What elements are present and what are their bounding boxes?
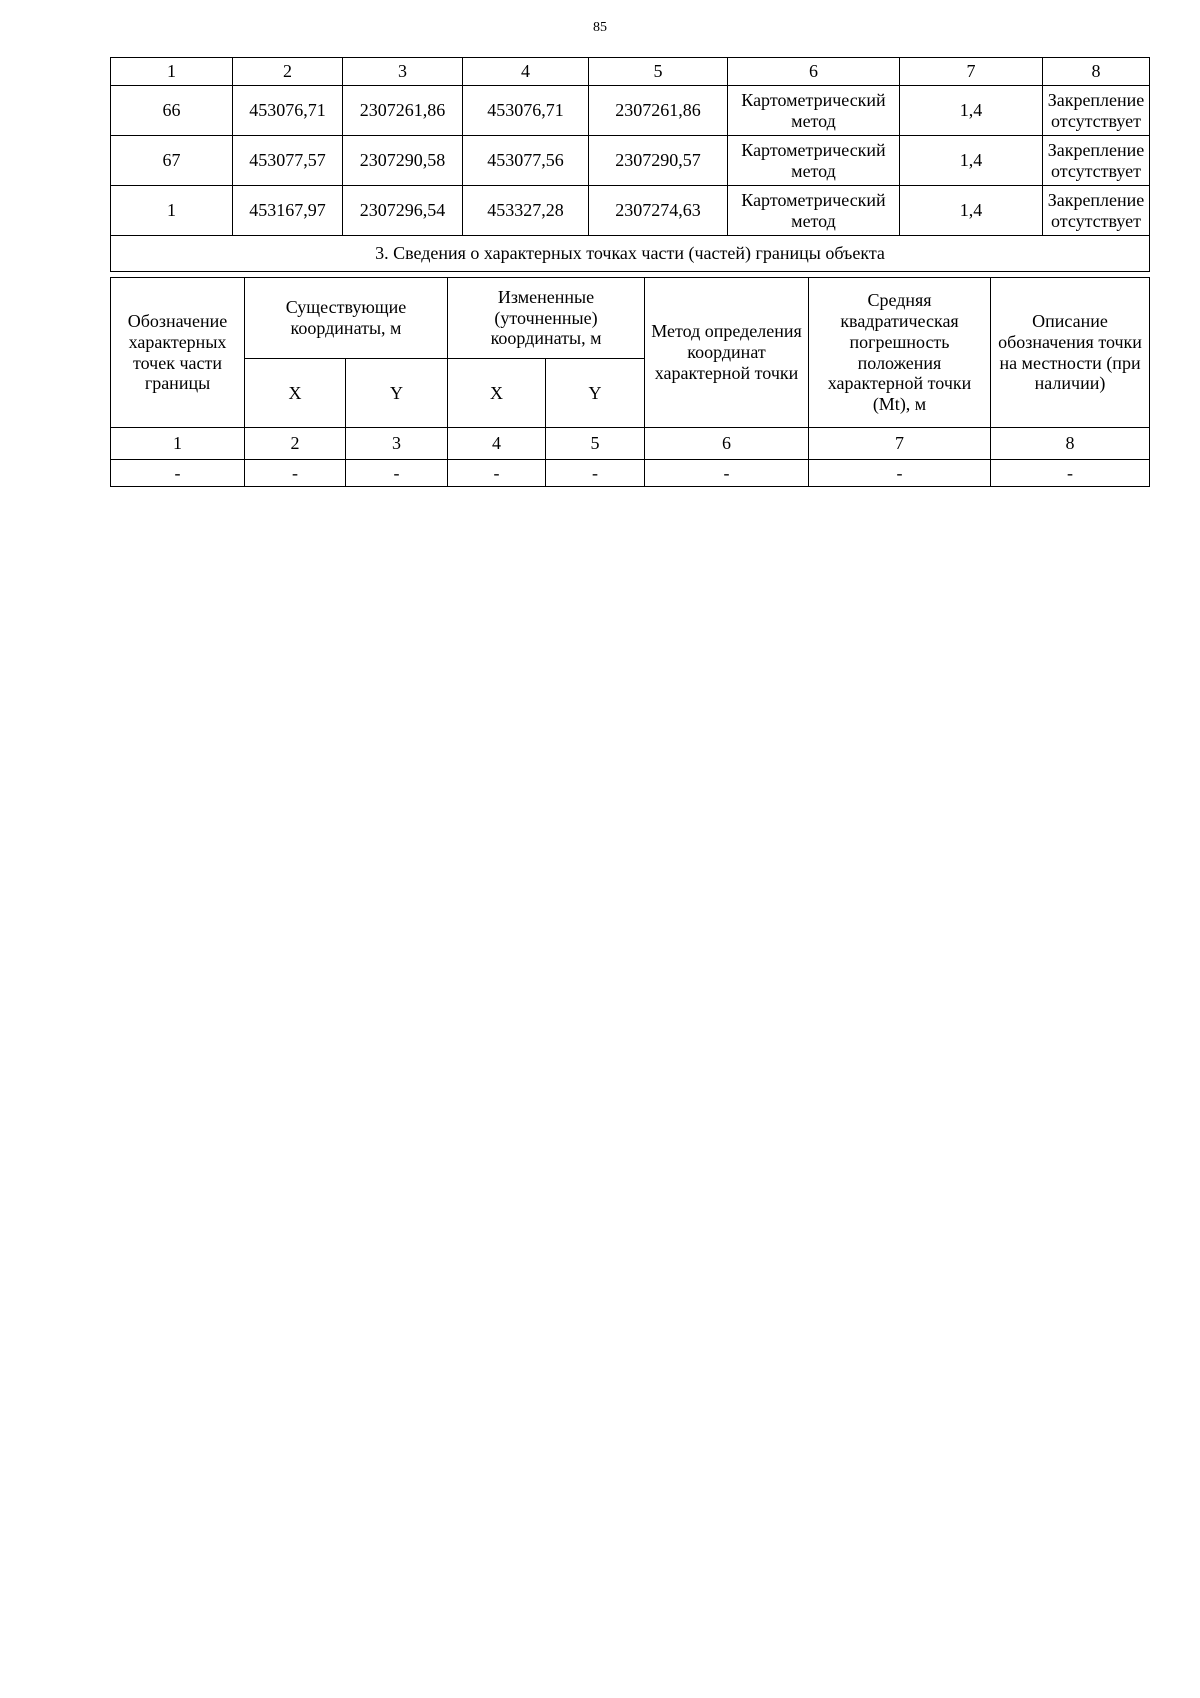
existing-x: 453167,97 xyxy=(233,186,343,236)
method-cell xyxy=(728,136,900,186)
column-number: 5 xyxy=(546,428,645,460)
method-line: метод xyxy=(791,110,836,131)
header-method: Метод определения координат характерной точки xyxy=(645,278,809,428)
column-number: 4 xyxy=(448,428,546,460)
method-line: Картометрический xyxy=(741,189,886,210)
description-line: Закрепление xyxy=(1047,189,1145,210)
column-number: 8 xyxy=(1043,58,1150,86)
description-line: отсутствует xyxy=(1050,110,1142,131)
column-number: 2 xyxy=(233,58,343,86)
changed-y: 2307290,57 xyxy=(589,136,728,186)
header-designation: Обозначение характерных точек части границы xyxy=(111,278,245,428)
point-number: 67 xyxy=(111,136,233,186)
description-line: отсутствует xyxy=(1050,210,1142,231)
column-number-row xyxy=(111,428,1150,460)
accuracy-value: 1,4 xyxy=(900,186,1043,236)
existing-y: 2307261,86 xyxy=(343,86,463,136)
column-number: 3 xyxy=(343,58,463,86)
header-accuracy: Средняя квадратическая погрешность положения характерной точки (Mt), м xyxy=(809,278,991,428)
description-cell xyxy=(1043,86,1150,136)
point-number: 1 xyxy=(111,186,233,236)
method-cell xyxy=(728,186,900,236)
empty-cell: - xyxy=(448,460,546,487)
existing-y: 2307290,58 xyxy=(343,136,463,186)
column-number: 1 xyxy=(111,428,245,460)
column-number: 5 xyxy=(589,58,728,86)
accuracy-value: 1,4 xyxy=(900,86,1043,136)
method-cell xyxy=(728,86,900,136)
point-number: 66 xyxy=(111,86,233,136)
header-x: X xyxy=(245,359,346,428)
column-number: 6 xyxy=(645,428,809,460)
empty-cell: - xyxy=(991,460,1150,487)
empty-cell: - xyxy=(809,460,991,487)
header-description: Описание обозначения точки на местности (при наличии) xyxy=(991,278,1150,428)
column-number-row xyxy=(111,58,1150,86)
column-number: 7 xyxy=(900,58,1043,86)
existing-x: 453076,71 xyxy=(233,86,343,136)
description-line: отсутствует xyxy=(1050,160,1142,181)
description-cell xyxy=(1043,186,1150,236)
method-line: Картометрический xyxy=(741,139,886,160)
column-number: 4 xyxy=(463,58,589,86)
boundary-points-table xyxy=(110,57,1150,272)
description-line: Закрепление xyxy=(1047,89,1145,110)
header-x: X xyxy=(448,359,546,428)
existing-x: 453077,57 xyxy=(233,136,343,186)
column-number: 1 xyxy=(111,58,233,86)
header-changed-coordinates: Измененные (уточненные) координаты, м xyxy=(448,278,645,359)
empty-cell: - xyxy=(111,460,245,487)
column-number: 8 xyxy=(991,428,1150,460)
empty-cell: - xyxy=(245,460,346,487)
changed-x: 453327,28 xyxy=(463,186,589,236)
table-row xyxy=(111,460,1150,487)
description-cell xyxy=(1043,136,1150,186)
header-y: Y xyxy=(346,359,448,428)
section-title: 3. Сведения о характерных точках части (частей) границы объекта xyxy=(111,236,1150,272)
changed-x: 453077,56 xyxy=(463,136,589,186)
header-y: Y xyxy=(546,359,645,428)
empty-cell: - xyxy=(645,460,809,487)
column-number: 6 xyxy=(728,58,900,86)
part-boundary-points-table xyxy=(110,277,1150,487)
empty-cell: - xyxy=(546,460,645,487)
table-row xyxy=(111,86,1150,136)
changed-y: 2307261,86 xyxy=(589,86,728,136)
page-number: 85 xyxy=(593,20,607,35)
empty-cell: - xyxy=(346,460,448,487)
section-title-row xyxy=(111,236,1150,272)
changed-y: 2307274,63 xyxy=(589,186,728,236)
column-number: 7 xyxy=(809,428,991,460)
table-row xyxy=(111,186,1150,236)
method-line: метод xyxy=(791,210,836,231)
column-number: 3 xyxy=(346,428,448,460)
column-number: 2 xyxy=(245,428,346,460)
method-line: метод xyxy=(791,160,836,181)
accuracy-value: 1,4 xyxy=(900,136,1043,186)
header-row xyxy=(111,278,1150,359)
table-row xyxy=(111,136,1150,186)
existing-y: 2307296,54 xyxy=(343,186,463,236)
changed-x: 453076,71 xyxy=(463,86,589,136)
description-line: Закрепление xyxy=(1047,139,1145,160)
header-existing-coordinates: Существующие координаты, м xyxy=(245,278,448,359)
method-line: Картометрический xyxy=(741,89,886,110)
